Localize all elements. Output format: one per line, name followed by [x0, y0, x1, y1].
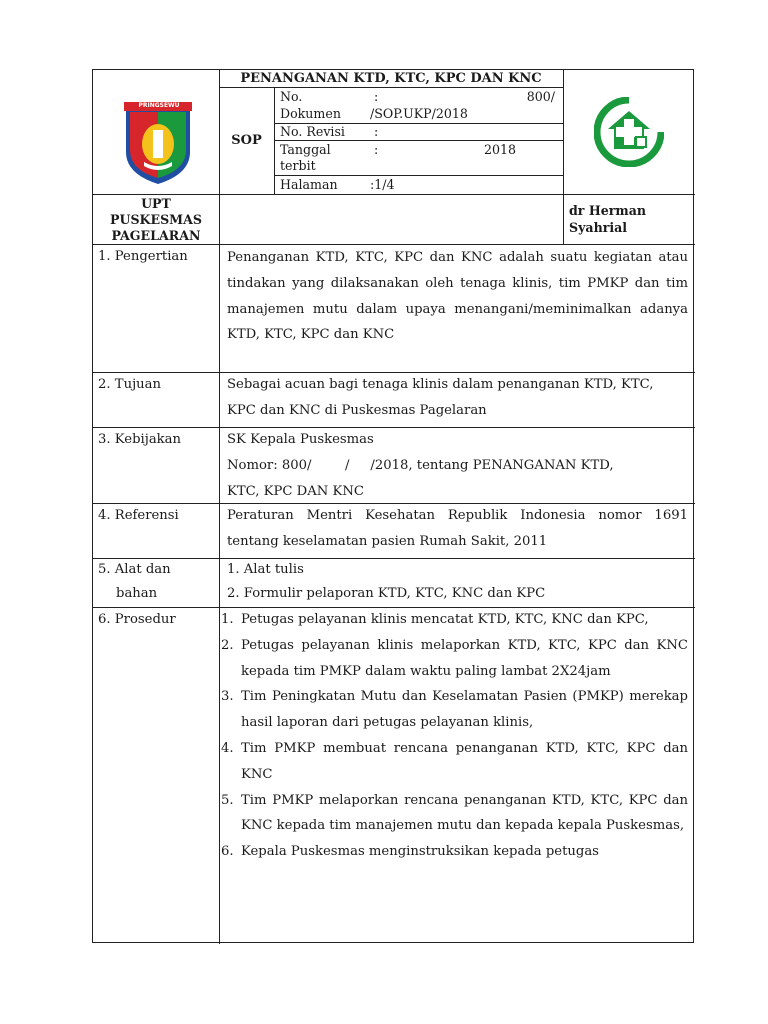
- prosedur-item-number: 3.: [221, 689, 234, 705]
- puskesmas-logo-icon: [594, 97, 664, 167]
- regency-logo-cell: [93, 70, 219, 194]
- section-list-prosedur: [221, 607, 688, 944]
- meta-key: Tanggal: [280, 142, 331, 157]
- meta-key: No.: [280, 89, 303, 104]
- regency-crest-icon: [122, 100, 194, 186]
- section-label-kebijakan: 3. Kebijakan: [98, 432, 182, 447]
- prosedur-item: [221, 607, 688, 633]
- prosedur-item: [221, 633, 688, 685]
- section-label-prosedur: 6. Prosedur: [98, 612, 176, 627]
- organization-line: PUSKESMAS: [110, 212, 202, 227]
- section-label-pengertian: 1. Pengertian: [98, 249, 188, 264]
- sop-document: [92, 69, 694, 943]
- meta-key: Dokumen: [280, 106, 341, 121]
- kebijakan-line: SK Kepala Puskesmas: [227, 432, 374, 447]
- meta-colon: :: [374, 89, 379, 104]
- section-text-referensi: Peraturan Mentri Kesehatan Republik Indonesia nomor 1691 tentang keselamatan pasien Rumah Sakit, 2011: [227, 508, 688, 549]
- signer-line: Syahrial: [569, 220, 628, 235]
- meta-key: No. Revisi: [280, 124, 345, 139]
- section-text-tujuan: Sebagai acuan bagi tenaga klinis dalam penanganan KTD, KTC, KPC dan KNC di Puskesmas Pagelaran: [227, 377, 654, 418]
- document-title: PENANGANAN KTD, KTC, KPC DAN KNC: [240, 71, 542, 86]
- meta-value: :1/4: [370, 177, 395, 192]
- prosedur-item: [221, 684, 688, 736]
- prosedur-item: [221, 736, 688, 788]
- prosedur-item-text: Petugas pelayanan klinis mencatat KTD, KTC, KNC dan KPC,: [241, 612, 649, 627]
- alat-label-line: 5. Alat dan: [98, 562, 171, 577]
- prosedur-item-text: Kepala Puskesmas menginstruksikan kepada petugas: [241, 844, 599, 860]
- prosedur-item-number: 6.: [221, 844, 234, 860]
- section-text-pengertian: Penanganan KTD, KTC, KPC dan KNC adalah suatu kegiatan atau tindakan yang dilaksanakan oleh tenaga klinis, tim PMKP dan tim manajemen mutu dalam upaya menangani/meminimalkan adanya KTD, KTC, KPC dan KNC: [227, 250, 688, 343]
- meta-value: 2018: [484, 142, 517, 157]
- organization-line: PAGELARAN: [111, 228, 201, 243]
- meta-value: /SOP.UKP/2018: [370, 106, 468, 121]
- kebijakan-line: KTC, KPC DAN KNC: [227, 483, 364, 499]
- alat-label-line: bahan: [116, 586, 158, 601]
- prosedur-item-number: 1.: [221, 612, 234, 627]
- section-label-referensi: 4. Referensi: [98, 508, 179, 523]
- prosedur-item: [221, 788, 688, 840]
- section-label-alat: [93, 558, 219, 607]
- kebijakan-line: Nomor: 800/ / /2018, tentang PENANGANAN KTD,: [227, 457, 614, 473]
- sop-label: SOP: [231, 133, 262, 148]
- organization-line: UPT: [141, 196, 171, 211]
- prosedur-item-number: 5.: [221, 792, 234, 808]
- meta-value: 800/: [526, 89, 555, 104]
- prosedur-item-text: Tim PMKP membuat rencana penanganan KTD, KTC, KPC dan KNC: [241, 740, 688, 782]
- prosedur-list: [221, 607, 688, 865]
- prosedur-item-number: 2.: [221, 637, 234, 653]
- signer-line: dr Herman: [569, 203, 647, 218]
- organization-name: [93, 194, 219, 244]
- signer-name: [569, 194, 695, 244]
- alat-item: 2. Formulir pelaporan KTD, KTC, KNC dan KPC: [227, 586, 546, 601]
- prosedur-item-text: Tim PMKP melaporkan rencana penanganan KTD, KTC, KPC dan KNC kepada tim manajemen mutu dan kepada kepala Puskesmas,: [241, 792, 688, 834]
- meta-colon: :: [374, 124, 379, 139]
- prosedur-item-text: Tim Peningkatan Mutu dan Keselamatan Pasien (PMKP) merekap hasil laporan dari petugas pelayanan klinis,: [241, 689, 688, 731]
- puskesmas-logo-cell: [563, 70, 695, 194]
- section-text-kebijakan: [227, 427, 688, 503]
- section-label-tujuan: 2. Tujuan: [98, 377, 162, 392]
- prosedur-item-number: 4.: [221, 740, 234, 756]
- meta-colon: :: [374, 142, 379, 157]
- meta-key: terbit: [280, 158, 316, 173]
- regency-logo-text: PRINGSEWU: [138, 102, 180, 109]
- alat-item: 1. Alat tulis: [227, 562, 304, 577]
- document-meta: [274, 87, 563, 194]
- meta-key: Halaman: [280, 177, 338, 192]
- section-list-alat: [227, 558, 688, 607]
- prosedur-item-text: Petugas pelayanan klinis melaporkan KTD, KTC, KPC dan KNC kepada tim PMKP dalam waktu paling lambat 2X24jam: [241, 637, 688, 679]
- prosedur-item: [221, 839, 688, 865]
- grid-line: [219, 70, 220, 944]
